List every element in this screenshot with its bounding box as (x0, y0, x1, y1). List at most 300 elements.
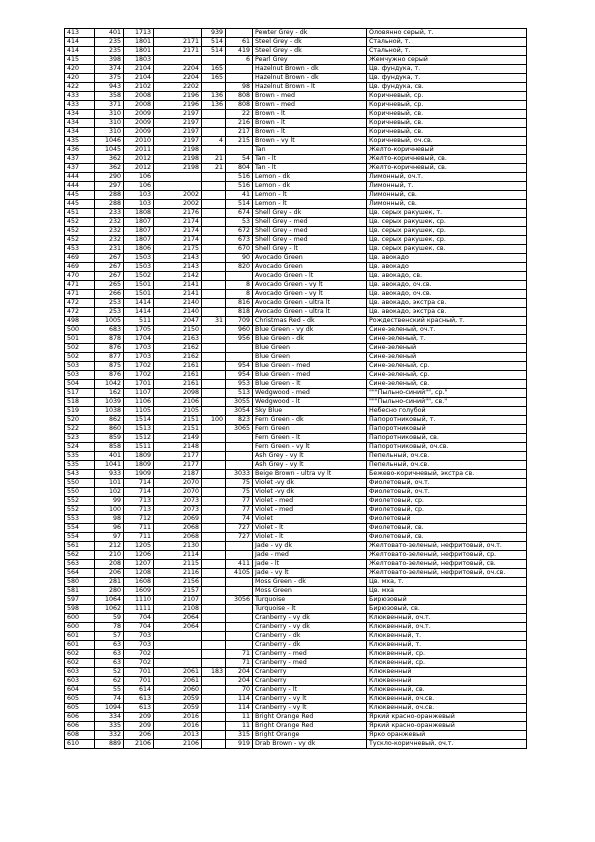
cell-english-name: Steel Grey - dk (253, 38, 367, 47)
cell-col5-code (202, 452, 226, 461)
table-row (65, 434, 527, 443)
cell-english-name: Shell Grey - med (253, 227, 367, 236)
cell-gamma-code: 2150 (154, 326, 202, 335)
cell-gamma-code: 2171 (154, 47, 202, 56)
cell-dmc-code: 606 (65, 722, 95, 731)
cell-anchor-code: 1041 (95, 461, 124, 470)
cell-col6-code (226, 146, 253, 155)
cell-madeira-code: 209 (124, 722, 154, 731)
cell-anchor-code: 63 (95, 659, 124, 668)
cell-english-name: Brown - med (253, 92, 367, 101)
table-row (65, 299, 527, 308)
cell-col5-code (202, 551, 226, 560)
table-row (65, 128, 527, 137)
cell-english-name: Brown - lt (253, 119, 367, 128)
cell-english-name: Blue Green - vy dk (253, 326, 367, 335)
cell-madeira-code: 2008 (124, 101, 154, 110)
cell-anchor-code: 878 (95, 335, 124, 344)
cell-col6-code: 3033 (226, 470, 253, 479)
table-row (65, 605, 527, 614)
cell-russian-name: Фиолетовый (367, 515, 527, 524)
cell-anchor-code: 55 (95, 686, 124, 695)
cell-anchor-code: 235 (95, 47, 124, 56)
cell-gamma-code: 2204 (154, 65, 202, 74)
cell-gamma-code: 2016 (154, 722, 202, 731)
cell-anchor-code: 310 (95, 119, 124, 128)
cell-anchor-code: 401 (95, 452, 124, 461)
cell-col5-code (202, 704, 226, 713)
table-row (65, 227, 527, 236)
cell-col6-code: 98 (226, 83, 253, 92)
cell-gamma-code: 2098 (154, 389, 202, 398)
cell-anchor-code: 334 (95, 713, 124, 722)
cell-dmc-code: 523 (65, 434, 95, 443)
cell-english-name: Violet -vy dk (253, 488, 367, 497)
cell-english-name: Cranberry - dk (253, 632, 367, 641)
cell-anchor-code: 102 (95, 488, 124, 497)
cell-english-name: Shell Grey - dk (253, 209, 367, 218)
cell-anchor-code: 212 (95, 542, 124, 551)
cell-anchor-code: 877 (95, 353, 124, 362)
cell-col6-code: 804 (226, 164, 253, 173)
cell-gamma-code: 2204 (154, 74, 202, 83)
cell-gamma-code (154, 659, 202, 668)
table-row (65, 29, 527, 38)
cell-dmc-code: 420 (65, 65, 95, 74)
table-row (65, 398, 527, 407)
cell-gamma-code: 2143 (154, 254, 202, 263)
cell-anchor-code: 210 (95, 551, 124, 560)
cell-madeira-code: 701 (124, 677, 154, 686)
cell-madeira-code: 2008 (124, 92, 154, 101)
cell-russian-name: Лимонный, св. (367, 191, 527, 200)
cell-col5-code (202, 83, 226, 92)
cell-english-name: Moss Green - dk (253, 578, 367, 587)
table-row (65, 533, 527, 542)
table-row (65, 731, 527, 740)
cell-col6-code (226, 65, 253, 74)
cell-gamma-code: 2161 (154, 362, 202, 371)
cell-col6-code: 514 (226, 200, 253, 209)
cell-english-name: Jade - vy lt (253, 569, 367, 578)
cell-madeira-code: 704 (124, 614, 154, 623)
table-row (65, 380, 527, 389)
cell-dmc-code: 561 (65, 542, 95, 551)
cell-dmc-code: 422 (65, 83, 95, 92)
table-row (65, 362, 527, 371)
cell-english-name: Violet - med (253, 497, 367, 506)
table-row (65, 695, 527, 704)
cell-dmc-code: 518 (65, 398, 95, 407)
cell-madeira-code: 713 (124, 506, 154, 515)
cell-english-name: Wedgwood - med (253, 389, 367, 398)
cell-col6-code (226, 74, 253, 83)
cell-english-name: Tan - lt (253, 164, 367, 173)
cell-col5-code (202, 524, 226, 533)
cell-russian-name: Небесно голубой (367, 407, 527, 416)
table-row (65, 407, 527, 416)
cell-russian-name: Желтовато-зеленый, нефритовый, оч.т. (367, 542, 527, 551)
cell-col5-code (202, 443, 226, 452)
cell-madeira-code: 1702 (124, 371, 154, 380)
cell-col6-code: 3065 (226, 425, 253, 434)
cell-col5-code: 514 (202, 47, 226, 56)
cell-col5-code: 4 (202, 137, 226, 146)
cell-anchor-code: 358 (95, 92, 124, 101)
table-row (65, 425, 527, 434)
table-row (65, 110, 527, 119)
cell-gamma-code: 2114 (154, 551, 202, 560)
cell-english-name: Cranberry - lt (253, 686, 367, 695)
table-row (65, 551, 527, 560)
cell-col5-code (202, 425, 226, 434)
cell-gamma-code: 2151 (154, 416, 202, 425)
cell-russian-name: Папоротниковый, св. (367, 434, 527, 443)
cell-madeira-code: 712 (124, 515, 154, 524)
cell-gamma-code: 2171 (154, 38, 202, 47)
cell-col6-code: 674 (226, 209, 253, 218)
cell-russian-name: Фиолетовый, св. (367, 533, 527, 542)
cell-gamma-code: 2106 (154, 740, 202, 749)
cell-gamma-code: 2064 (154, 614, 202, 623)
cell-russian-name: """Пыльно-синий"", св." (367, 398, 527, 407)
cell-col6-code: 411 (226, 560, 253, 569)
cell-col6-code: 77 (226, 497, 253, 506)
table-row (65, 389, 527, 398)
cell-col6-code: 820 (226, 263, 253, 272)
cell-russian-name: Цв. авокадо, оч.св. (367, 281, 527, 290)
cell-russian-name: Цв. авокадо, экстра св. (367, 299, 527, 308)
cell-madeira-code: 2012 (124, 164, 154, 173)
cell-russian-name: Цв. серых ракушек, св. (367, 245, 527, 254)
cell-anchor-code: 374 (95, 65, 124, 74)
cell-col6-code: 956 (226, 335, 253, 344)
cell-madeira-code: 1111 (124, 605, 154, 614)
cell-dmc-code: 472 (65, 308, 95, 317)
cell-col6-code: 90 (226, 254, 253, 263)
cell-col6-code: 960 (226, 326, 253, 335)
cell-col5-code (202, 461, 226, 470)
cell-col5-code (202, 632, 226, 641)
cell-madeira-code: 1107 (124, 389, 154, 398)
cell-madeira-code: 2012 (124, 155, 154, 164)
cell-col5-code: 165 (202, 65, 226, 74)
cell-dmc-code: 601 (65, 632, 95, 641)
cell-russian-name: Папоротниковый, т. (367, 416, 527, 425)
cell-col6-code: 954 (226, 371, 253, 380)
cell-madeira-code: 703 (124, 641, 154, 650)
cell-gamma-code: 2157 (154, 587, 202, 596)
cell-col5-code: 165 (202, 74, 226, 83)
cell-col6-code (226, 434, 253, 443)
cell-col5-code (202, 542, 226, 551)
cell-madeira-code: 1703 (124, 344, 154, 353)
cell-col5-code (202, 290, 226, 299)
cell-russian-name: Коричневый, св. (367, 119, 527, 128)
cell-anchor-code: 288 (95, 200, 124, 209)
cell-gamma-code: 2141 (154, 281, 202, 290)
cell-english-name: Pearl Grey (253, 56, 367, 65)
cell-dmc-code: 433 (65, 101, 95, 110)
cell-madeira-code: 1705 (124, 326, 154, 335)
cell-english-name: Blue Green (253, 353, 367, 362)
cell-madeira-code: 2106 (124, 740, 154, 749)
cell-gamma-code (154, 56, 202, 65)
cell-dmc-code: 601 (65, 641, 95, 650)
cell-col5-code (202, 236, 226, 245)
cell-madeira-code: 2011 (124, 146, 154, 155)
cell-russian-name: Пепельный, оч.св. (367, 452, 527, 461)
cell-gamma-code: 2070 (154, 479, 202, 488)
table-row (65, 47, 527, 56)
cell-col6-code: 3055 (226, 398, 253, 407)
cell-col5-code (202, 434, 226, 443)
cell-col6-code: 823 (226, 416, 253, 425)
cell-english-name: Cranberry - vy lt (253, 704, 367, 713)
cell-col6-code: 71 (226, 650, 253, 659)
cell-russian-name: Клюквенный (367, 668, 527, 677)
cell-gamma-code: 2064 (154, 623, 202, 632)
cell-dmc-code: 470 (65, 272, 95, 281)
cell-col6-code (226, 344, 253, 353)
table-row (65, 317, 527, 326)
cell-anchor-code: 371 (95, 101, 124, 110)
cell-russian-name: Сине-зеленый, св. (367, 380, 527, 389)
cell-col6-code: 22 (226, 110, 253, 119)
cell-col6-code: 75 (226, 488, 253, 497)
cell-dmc-code: 605 (65, 704, 95, 713)
cell-russian-name: Цв. авокадо, оч.св. (367, 290, 527, 299)
cell-russian-name: Клюквенный, св. (367, 686, 527, 695)
cell-russian-name: Бирюзовый (367, 596, 527, 605)
cell-english-name: Hazelnut Brown - dk (253, 65, 367, 74)
cell-gamma-code: 2149 (154, 434, 202, 443)
table-row (65, 308, 527, 317)
cell-anchor-code: 253 (95, 308, 124, 317)
cell-english-name: Lemon - dk (253, 182, 367, 191)
cell-dmc-code: 581 (65, 587, 95, 596)
cell-dmc-code: 524 (65, 443, 95, 452)
table-row (65, 371, 527, 380)
table-row (65, 497, 527, 506)
cell-col5-code (202, 731, 226, 740)
cell-col6-code: 818 (226, 308, 253, 317)
cell-dmc-code: 503 (65, 362, 95, 371)
cell-col6-code: 53 (226, 218, 253, 227)
cell-dmc-code: 552 (65, 506, 95, 515)
cell-col5-code (202, 614, 226, 623)
cell-col5-code (202, 686, 226, 695)
cell-english-name: Beige Brown - ultra vy lt (253, 470, 367, 479)
cell-dmc-code: 604 (65, 686, 95, 695)
cell-russian-name: Цв. авокадо (367, 263, 527, 272)
cell-anchor-code: 232 (95, 218, 124, 227)
cell-dmc-code: 453 (65, 245, 95, 254)
cell-anchor-code: 375 (95, 74, 124, 83)
cell-anchor-code: 290 (95, 173, 124, 182)
cell-anchor-code: 208 (95, 560, 124, 569)
cell-russian-name: Сине-зеленый, т. (367, 335, 527, 344)
cell-gamma-code: 2197 (154, 110, 202, 119)
table-row (65, 515, 527, 524)
cell-russian-name: Коричневый, ср. (367, 101, 527, 110)
cell-anchor-code: 1038 (95, 407, 124, 416)
table-row (65, 83, 527, 92)
cell-col5-code (202, 191, 226, 200)
cell-anchor-code: 1062 (95, 605, 124, 614)
cell-gamma-code: 2196 (154, 92, 202, 101)
table-row (65, 650, 527, 659)
cell-dmc-code: 452 (65, 227, 95, 236)
cell-dmc-code: 597 (65, 596, 95, 605)
cell-russian-name: Лимонный, св. (367, 200, 527, 209)
cell-col6-code: 41 (226, 191, 253, 200)
cell-madeira-code: 106 (124, 173, 154, 182)
table-row (65, 254, 527, 263)
cell-col5-code (202, 605, 226, 614)
cell-col5-code (202, 299, 226, 308)
cell-col5-code (202, 533, 226, 542)
table-row (65, 245, 527, 254)
cell-col5-code (202, 281, 226, 290)
cell-english-name: Avocado Green - vy lt (253, 281, 367, 290)
cell-col6-code (226, 272, 253, 281)
cell-anchor-code: 98 (95, 515, 124, 524)
cell-dmc-code: 608 (65, 731, 95, 740)
cell-anchor-code: 1039 (95, 398, 124, 407)
cell-english-name: Christmas Red - dk (253, 317, 367, 326)
cell-gamma-code: 2163 (154, 335, 202, 344)
cell-english-name: Lemon - lt (253, 200, 367, 209)
cell-russian-name: Клюквенный, оч.св. (367, 704, 527, 713)
cell-gamma-code: 2161 (154, 371, 202, 380)
cell-english-name: Tan (253, 146, 367, 155)
cell-gamma-code: 2197 (154, 119, 202, 128)
cell-dmc-code: 552 (65, 497, 95, 506)
cell-col6-code (226, 461, 253, 470)
cell-col5-code (202, 497, 226, 506)
cell-dmc-code: 445 (65, 191, 95, 200)
cell-col5-code (202, 344, 226, 353)
cell-gamma-code: 2174 (154, 218, 202, 227)
cell-col5-code (202, 479, 226, 488)
cell-english-name: Avocado Green - ultra lt (253, 299, 367, 308)
cell-russian-name: Рождественский красный, т. (367, 317, 527, 326)
table-row (65, 137, 527, 146)
cell-english-name: Avocado Green (253, 254, 367, 263)
cell-russian-name: Желто-коричневый (367, 146, 527, 155)
cell-russian-name: Цв. авокадо, экстра св. (367, 308, 527, 317)
cell-russian-name: Фиолетовый, св. (367, 524, 527, 533)
cell-dmc-code: 554 (65, 524, 95, 533)
cell-anchor-code: 265 (95, 281, 124, 290)
cell-anchor-code: 281 (95, 578, 124, 587)
table-row (65, 632, 527, 641)
cell-dmc-code: 602 (65, 650, 95, 659)
cell-anchor-code: 875 (95, 362, 124, 371)
cell-col6-code: 808 (226, 92, 253, 101)
cell-anchor-code: 362 (95, 164, 124, 173)
cell-russian-name: Желтовато-зеленый, нефритовый, ср. (367, 551, 527, 560)
cell-russian-name: Оловянно серый, т. (367, 29, 527, 38)
cell-english-name: Lemon - dk (253, 173, 367, 182)
cell-col5-code (202, 128, 226, 137)
cell-russian-name: Сине-зеленый (367, 353, 527, 362)
cell-col5-code (202, 335, 226, 344)
cell-anchor-code: 96 (95, 524, 124, 533)
cell-russian-name: Цв. мха, т. (367, 578, 527, 587)
cell-russian-name: Стальной, т. (367, 47, 527, 56)
table-body (65, 29, 527, 749)
cell-madeira-code: 106 (124, 182, 154, 191)
cell-madeira-code: 1801 (124, 47, 154, 56)
cell-english-name: Brown - lt (253, 110, 367, 119)
cell-anchor-code: 1005 (95, 317, 124, 326)
cell-madeira-code: 1205 (124, 542, 154, 551)
cell-madeira-code: 1502 (124, 272, 154, 281)
cell-madeira-code: 1713 (124, 29, 154, 38)
cell-anchor-code: 231 (95, 245, 124, 254)
table-row (65, 713, 527, 722)
cell-madeira-code: 2009 (124, 128, 154, 137)
cell-english-name: Cranberry - dk (253, 641, 367, 650)
cell-gamma-code: 2197 (154, 137, 202, 146)
cell-anchor-code: 335 (95, 722, 124, 731)
cell-anchor-code: 206 (95, 569, 124, 578)
cell-english-name: Fern Green (253, 425, 367, 434)
cell-gamma-code: 2162 (154, 353, 202, 362)
cell-russian-name: Яркий красно-оранжевый (367, 722, 527, 731)
cell-russian-name: Цв. серых ракушек, ср. (367, 236, 527, 245)
cell-madeira-code: 1806 (124, 245, 154, 254)
cell-gamma-code: 2060 (154, 686, 202, 695)
cell-dmc-code: 435 (65, 137, 95, 146)
cell-col6-code: 953 (226, 380, 253, 389)
cell-anchor-code: 253 (95, 299, 124, 308)
cell-russian-name: Цв. фундука, т. (367, 74, 527, 83)
cell-dmc-code: 503 (65, 371, 95, 380)
cell-dmc-code: 445 (65, 200, 95, 209)
cell-russian-name: Яркий красно-оранжевый (367, 713, 527, 722)
table-row (65, 119, 527, 128)
cell-gamma-code (154, 29, 202, 38)
cell-russian-name: Лимонный, т. (367, 182, 527, 191)
cell-madeira-code: 1511 (124, 443, 154, 452)
cell-col6-code (226, 605, 253, 614)
cell-english-name: Steel Grey - dk (253, 47, 367, 56)
cell-madeira-code: 713 (124, 497, 154, 506)
cell-madeira-code: 1909 (124, 470, 154, 479)
cell-english-name: Cranberry - vy lt (253, 695, 367, 704)
cell-gamma-code: 2013 (154, 731, 202, 740)
table-row (65, 506, 527, 515)
table-row (65, 596, 527, 605)
cell-dmc-code: 610 (65, 740, 95, 749)
cell-madeira-code: 206 (124, 731, 154, 740)
table-row (65, 326, 527, 335)
cell-col6-code: 4105 (226, 569, 253, 578)
cell-gamma-code: 2002 (154, 200, 202, 209)
cell-dmc-code: 434 (65, 119, 95, 128)
cell-col5-code: 21 (202, 164, 226, 173)
cell-english-name: Avocado Green - vy lt (253, 290, 367, 299)
cell-anchor-code: 57 (95, 632, 124, 641)
cell-col5-code (202, 182, 226, 191)
cell-col6-code: 516 (226, 182, 253, 191)
cell-dmc-code: 413 (65, 29, 95, 38)
cell-col6-code: 8 (226, 281, 253, 290)
table-row (65, 218, 527, 227)
